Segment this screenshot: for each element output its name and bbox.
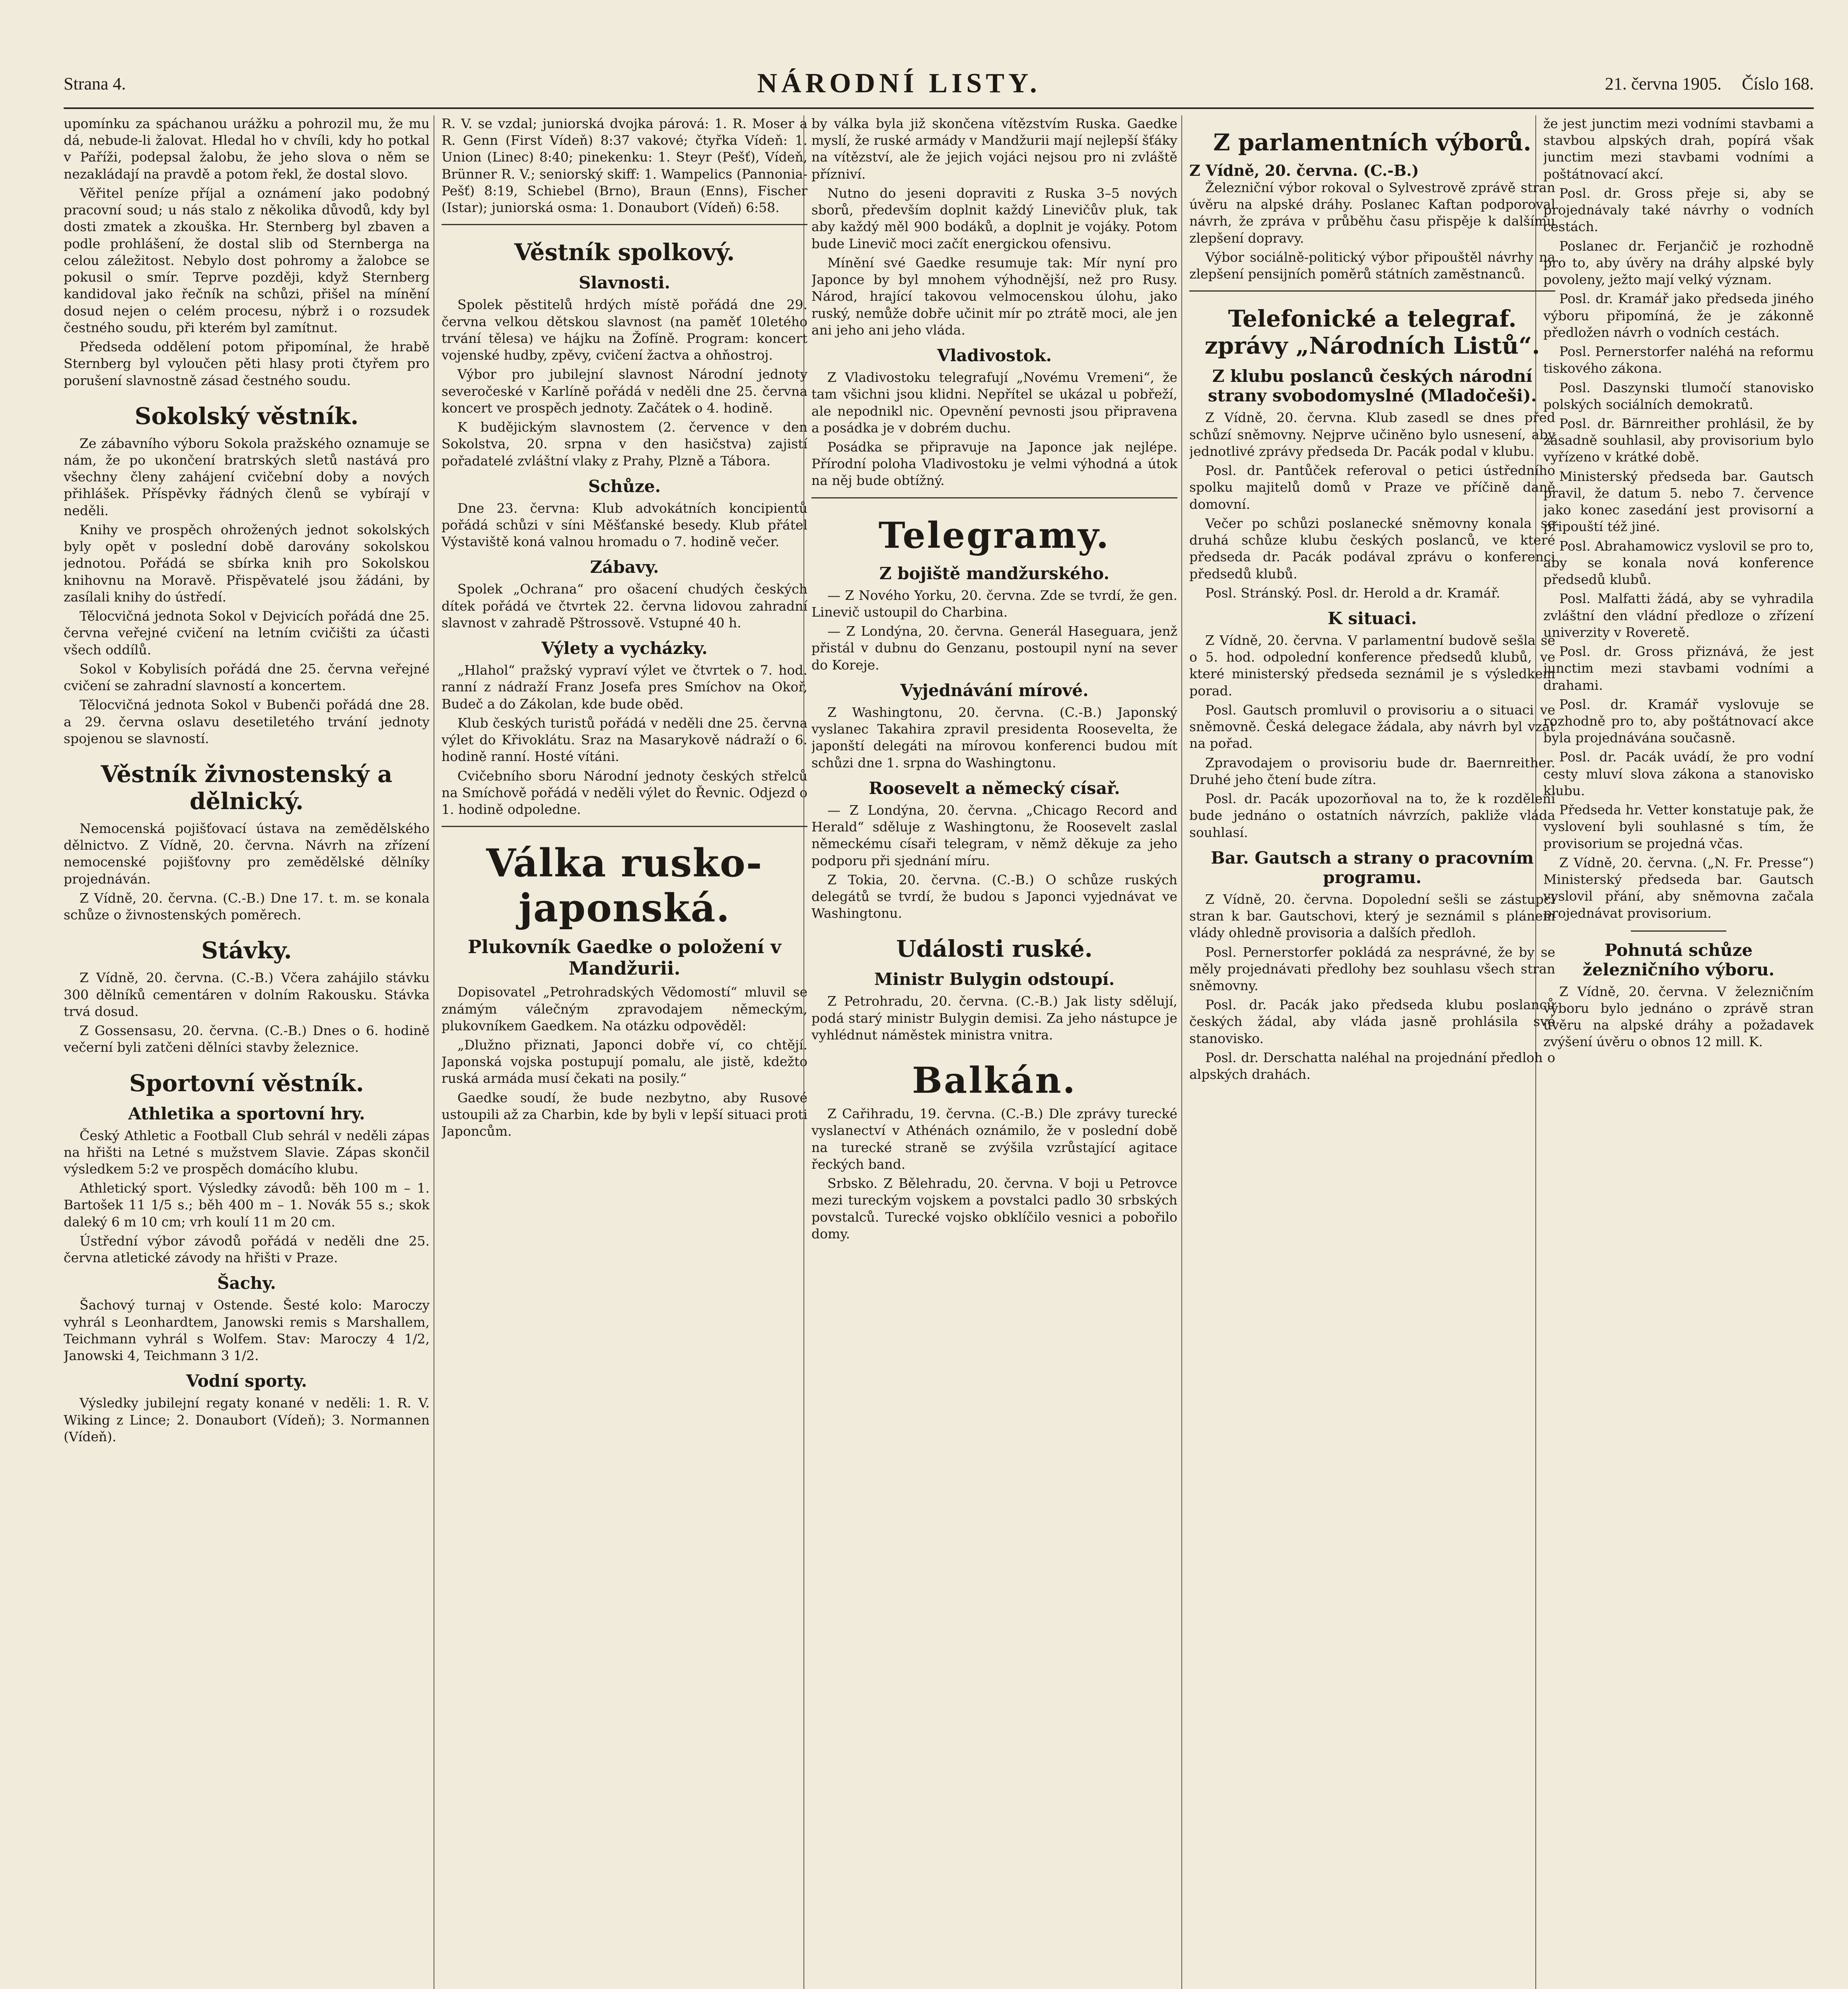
article-paragraph: Posl. Daszynski tlumočí stanovisko polských sociálních demokratů. (1543, 380, 1814, 412)
article-paragraph: Z Vídně, 20. června. V železničním výboru bylo jednáno o zprávě stran úvěru na alpské dráhy a požadavek zvýšení úvěru o obnos 12 mill. K. (1543, 983, 1814, 1050)
article-paragraph: Posl. Abrahamowicz vyslovil se pro to, aby se konala nová konference předsedů klubů. (1543, 538, 1814, 588)
article-paragraph: Věřitel peníze příjal a oznámení jako podobný pracovní soud; u nás stalo z několika důvodů, kdy byl dosti zmatek a zkouška. Hr. Sternberg byl zbaven a podle prohlášení, že dostal slib od Sternberga na celou záležitost. Nebylo dost pohromy a žalobce se pokusil o smír. Teprve později, když Sternberg kandidoval jako řečník na schůzi, přišel na mínění dosud nejen o celém procesu, nýbrž i o rozsudek čestného soudu, při kterém byl zamítnut. (64, 185, 430, 335)
article-paragraph: — Z Nového Yorku, 20. června. Zde se tvrdí, že gen. Linevič ustoupil do Charbina. (811, 587, 1177, 620)
article-paragraph: Dne 23. června: Klub advokátních koncipientů pořádá schůzi v síni Měšťanské besedy. Klub přátel Výstaviště koná valnou hromadu o 7. hodině večer. (442, 500, 807, 550)
subsection-title: Pohnutá schůze železničního výboru. (1582, 940, 1775, 979)
article-paragraph: Knihy ve prospěch ohrožených jednot sokolských byly opět v poslední době darovány sokolskou jednotou. Pořádá se sbírka knih pro Sokolskou knihovnu na Moravě. Přispěvatelé jsou žádáni, by zasílali knihy do ústředí. (64, 522, 430, 605)
article-paragraph: „Hlahol“ pražský vypraví výlet ve čtvrtek o 7. hod. ranní z nádraží Franz Josefa pres Smíchov na Okoř, Budeč a do Zákolan, kde bude oběd. (442, 662, 807, 712)
article-paragraph: Z Vídně, 20. června. (C.-B.) Dne 17. t. m. se konala schůze o živnostenských poměrech. (64, 890, 430, 923)
article-paragraph: — Z Londýna, 20. června. „Chicago Record and Herald“ sděluje z Washingtonu, že Roosevelt zaslal německému císaři telegram, v němž děkuje za jeho podporu při sjednání míru. (811, 802, 1177, 868)
subsection-title: Zábavy. (590, 557, 659, 577)
article-paragraph: K budějickým slavnostem (2. července v den Sokolstva, 20. srpna v den hasičstva) zajistí pořadatelé zvláštní vlaky z Prahy, Plzně a Tábora. (442, 419, 807, 469)
article-paragraph: Z Petrohradu, 20. června. (C.-B.) Jak listy sdělují, podá starý ministr Bulygin demisi. Za jeho nástupce je vyhlédnut náměstek ministra vnitra. (811, 993, 1177, 1043)
article-paragraph: upomínku za spáchanou urážku a pohrozil mu, že mu dá, nebude-li žalovat. Hledal ho v chvíli, kdy ho potkal v Paříži, podepsal žalobu, že jeho slova o něm se nezakládají na pravdě a potom řekl, že dostal slovo. (64, 116, 430, 182)
article-paragraph: Posl. Stránský. Posl. dr. Herold a dr. Kramář. (1205, 585, 1500, 601)
article-paragraph: Výbor pro jubilejní slavnost Národní jednoty severočeské v Karlíně pořádá v neděli dne 25. června koncert ve prospěch jednoty. Začátek o 4. hodině. (442, 366, 807, 416)
column-2 (442, 115, 807, 1989)
subsection-title-chess: Šachy. (217, 1273, 276, 1293)
article-paragraph: Tělocvičná jednota Sokol v Bubenči pořádá dne 28. a 29. června oslavu desetiletého trvání jednoty spojenou se slavností. (64, 697, 430, 746)
article-paragraph: Ústřední výbor závodů pořádá v neděli dne 25. června atletické závody na hřišti v Praze. (64, 1233, 430, 1266)
section-title-balkan: Balkán. (912, 1059, 1077, 1102)
article-paragraph: — Z Londýna, 20. června. Generál Haseguara, jenž přistál v dubnu do Genzanu, postoupil nyní na sever do Koreje. (811, 623, 1177, 673)
section-rule (442, 224, 807, 225)
article-paragraph: Posl. dr. Pantůček referoval o petici ústředního spolku majitelů domů v Praze ve příčině daně domovní. (1189, 463, 1555, 512)
article-paragraph: Večer po schůzi poslanecké sněmovny konala se druhá schůze klubu českých poslanců, ve které předseda dr. Pacák podával zprávu o konferenci předsedů klubů. (1189, 515, 1555, 582)
article-paragraph: Z Vídně, 20. června. Dopolední sešli se zástupci stran k bar. Gautschovi, který je seznámil s plánem vlády ohledně provisoria a dalších předloh. (1189, 891, 1555, 941)
article-paragraph: Mínění své Gaedke resumuje tak: Mír nyní pro Japonce by byl mnohem výhodnější, než pro Rusy. Národ, hrající takovou velmocenskou úlohu, jako ruský, nemůže dobře učinit mír po ztrátě moci, ale jen ani jeho ani jeho vláda. (811, 255, 1177, 338)
article-paragraph: Posl. dr. Pacák upozorňoval na to, že k rozdělení bude jednáno o ostatních návrzích, pakliže vláda souhlasí. (1189, 791, 1555, 840)
section-title-strikes: Stávky. (201, 937, 292, 964)
article-paragraph: Výbor sociálně-politický výbor připouštěl návrhy na zlepšení pensijních poměrů státních zaměstnanců. (1189, 249, 1555, 282)
column-3 (811, 115, 1177, 1989)
article-paragraph: Z Washingtonu, 20. června. (C.-B.) Japonský vyslanec Takahira zpravil presidenta Roosevelta, že japonští delegáti na mírovou konferenci budou mít schůzi dne 1. srpna do Washingtonu. (811, 704, 1177, 771)
article-paragraph: Klub českých turistů pořádá v neděli dne 25. června výlet do Křivoklátu. Sraz na Masarykově nádraží o 6. hodině ranní. Hosté vítáni. (442, 715, 807, 765)
subsection-title: Schůze. (588, 476, 661, 496)
article-paragraph: Z Gossensasu, 20. června. (C.-B.) Dnes o 6. hodině večerní byli zatčeni dělníci stavby železnice. (64, 1023, 430, 1055)
article-paragraph: Posl. dr. Derschatta naléhal na projednání předloh o alpských drahách. (1189, 1049, 1555, 1082)
article-paragraph: Z Vídně, 20. června. Klub zasedl se dnes před schůzí sněmovny. Nejprve učiněno bylo usnesení, aby jednotlivé zprávy předseda Dr. Pacák podal v klubu. (1189, 410, 1555, 459)
article-paragraph: Posádka se připravuje na Japonce jak nejlépe. Přírodní poloha Vladivostoku je velmi výhodná a útok na něj bude obtížný. (811, 439, 1177, 488)
article-paragraph: by válka byla již skončena vítězstvím Ruska. Gaedke myslí, že ruské armády v Mandžurii mají nejlepší šťáky na vítězství, ale že jejich vojáci nejsou pro ni zvláště přízniví. (811, 116, 1177, 182)
article-paragraph: Gaedke soudí, že bude nezbytno, aby Rusové ustoupili až za Charbin, kde by byli v lepší situaci proti Japoncům. (442, 1090, 807, 1139)
page-number: Strana 4. (64, 74, 126, 93)
column-1 (64, 115, 430, 1989)
section-rule (1631, 930, 1726, 932)
section-title-sport: Sportovní věstník. (129, 1069, 364, 1097)
article-paragraph: Český Athletic a Football Club sehrál v neděli zápas na hřišti na Letné s mužstvem Slavie. Zápas skončil výsledkem 5:2 ve prospěch domácího klubu. (64, 1127, 430, 1177)
dateline: Z Vídně, 20. června. (C.-B.) (1189, 162, 1419, 179)
article-paragraph: Posl. dr. Gross přeje si, aby se projednávaly také návrhy o vodních cestách. (1543, 185, 1814, 235)
article-paragraph: Zpravodajem o provisoriu bude dr. Baernreither. Druhé jeho čtení bude zítra. (1189, 755, 1555, 787)
article-paragraph: „Dlužno přiznati, Japonci dobře ví, co chtějí. Japonská vojska postupují pomalu, ale jistě, kdežto ruská armáda musí čekati na posily.“ (442, 1037, 807, 1086)
article-paragraph: Dopisovatel „Petrohradských Vědomostí“ mluvil se známým válečným zpravodajem německým, plukovníkem Gaedkem. Na otázku odpověděl: (442, 984, 807, 1033)
section-title-parliament: Z parlamentních výborů. (1213, 129, 1531, 156)
issue-info (1456, 74, 1814, 94)
article-paragraph: Srbsko. Z Bělehradu, 20. června. V boji u Petrovce mezi tureckým vojskem a povstalci padlo 30 srbských povstalců. Turecké vojsko obklíčilo vesnici a pobořilo domy. (811, 1175, 1177, 1242)
subsection-title: Ministr Bulygin odstoupí. (874, 969, 1115, 989)
section-title-telephone: Telefonické a telegraf. zprávy „Národních Listů“. (1204, 305, 1540, 360)
article-paragraph: Předseda oddělení potom připomínal, že hrabě Sternberg byl vyloučen pěti hlasy proti čtyřem pro porušení slavnostně zásad čestného soudu. (64, 339, 430, 388)
article-paragraph: Šachový turnaj v Ostende. Šesté kolo: Maroczy vyhrál s Leonhardtem, Janowski remis s Marshallem, Teichmann vyhrál s Wolfem. Stav: Maroczy 4 1/2, Janowski 4, Teichmann 3 1/2. (64, 1297, 430, 1364)
column-divider (1181, 115, 1182, 1989)
newspaper-title: NÁRODNÍ LISTY. (757, 68, 1041, 99)
subsection-title: Vladivostok. (937, 346, 1052, 366)
article-paragraph: Nutno do jeseni dopraviti z Ruska 3–5 nových sborů, především doplnit každý Linevičův pluk, tak aby každý měl 900 bodáků, a doplnit je vojáky. Potom bude Linevič moci začít energickou ofensivu. (811, 185, 1177, 251)
article-paragraph: Nemocenská pojišťovací ústava na zemědělského dělnictvo. Z Vídně, 20. června. Návrh na zřízení nemocenské pojišťovny pro zemědělské dělníky projednáván. (64, 820, 430, 887)
article-paragraph: Ze zábavního výboru Sokola pražského oznamuje se nám, že po ukončení bratrských sletů nastává pro všechny členy zahájení cvičební doby a nových přihlášek. Příspěvky řádných členů se vybírají v neděli. (64, 435, 430, 518)
article-headline: Plukovník Gaedke o položení v Mandžurii. (467, 936, 782, 979)
issue-date: 21. června 1905. (1605, 74, 1722, 93)
section-title-telegrams: Telegramy. (878, 514, 1111, 557)
article-paragraph: Z Vídně, 20. června. („N. Fr. Presse“) Ministerský předseda bar. Gautsch vyslovil přání, aby sněmovna začala projednávat provisorium. (1543, 854, 1814, 921)
section-title-associations: Věstník spolkový. (514, 239, 735, 266)
subsection-title: Z bojiště mandžurského. (879, 563, 1110, 583)
article-paragraph: Z Vladivostoku telegrafují „Novému Vremeni“, že tam všichni jsou klidni. Nepřítel se ukázal u pobřeží, ale nepodnikl nic. Opevnění pevnosti jsou připravena a posádka je v dobrém duchu. (811, 370, 1177, 436)
article-paragraph: Poslanec dr. Ferjančič je rozhodně pro to, aby úvěry na dráhy alpské byly povoleny, ježto mají velký význam. (1543, 238, 1814, 288)
article-paragraph: že jest junctim mezi vodními stavbami a stavbou alpských drah, popírá však junctim mezi stavbami vodními a poštátnovací akcí. (1543, 116, 1814, 182)
section-title-russian: Události ruské. (896, 935, 1093, 963)
column-5 (1543, 115, 1814, 1989)
subsection-title-water: Vodní sporty. (186, 1371, 307, 1391)
article-paragraph: R. V. se vzdal; juniorská dvojka párová: 1. R. Moser a R. Genn (First Vídeň) 8:37 vakové; čtyřka Vídeň: 1. Union (Linec) 8:40; pinekenku: 1. Steyr (Pešť), Vídeň, Brünner R. V.; seniorský skiff: 1. Wampelics (Pannonia-Pešť) 8:19, Schiebel (Brno), Braun (Enns), Fischer (Istar); juniorská osma: 1. Donaubort (Vídeň) 6:58. (442, 116, 807, 216)
masthead (64, 60, 1814, 109)
article-paragraph: Posl. Malfatti žádá, aby se vyhradila zvláštní den vládní předloze o zřízení univerzity v Roveretě. (1543, 591, 1814, 640)
article-paragraph: Z Vídně, 20. června. V parlamentní budově sešla se o 5. hod. odpolední konference předsedů klubů, ve které ministerský předseda seznámil je s výsledkem porad. (1189, 632, 1555, 699)
subsection-title: Athletika a sportovní hry. (128, 1103, 365, 1123)
article-paragraph: Z Tokia, 20. června. (C.-B.) O schůze ruských delegátů se tvrdí, že budou s Japonci vyjednávat ve Washingtonu. (811, 872, 1177, 921)
subsection-title: Bar. Gautsch a strany o pracovním programu. (1211, 848, 1534, 887)
article-paragraph: Z Cařihradu, 19. června. (C.-B.) Dle zprávy turecké vyslanectví v Athénách oznámilo, že v poslední době na turecké straně se zvýšila vzrůstající agitace řeckých band. (811, 1106, 1177, 1172)
article-paragraph: Posl. dr. Gross přiznává, že jest junctim mezi stavbami vodními a drahami. (1543, 644, 1814, 693)
article-paragraph: Z Vídně, 20. června. (C.-B.) Včera zahájilo stávku 300 dělníků cementáren v dolním Rakousku. Stávka trvá dosud. (64, 970, 430, 1019)
article-paragraph: Posl. Pernerstorfer pokládá za nesprávné, že by se měly projednávati předlohy bez souhlasu všech stran sněmovny. (1189, 944, 1555, 993)
column-4 (1189, 115, 1555, 1989)
article-paragraph: Sokol v Kobylisích pořádá dne 25. června veřejné cvičení se zahradní slavností a koncertem. (64, 661, 430, 694)
section-title-trade: Věstník živnostenský a dělnický. (101, 760, 393, 815)
section-rule (1189, 290, 1555, 292)
article-paragraph: Athletický sport. Výsledky závodů: běh 100 m – 1. Bartošek 11 1/5 s.; běh 400 m – 1. Novák 55 s.; skok daleký 6 m 10 cm; vrh koulí 11 m 20 cm. (64, 1180, 430, 1230)
article-paragraph: Posl. dr. Pacák uvádí, že pro vodní cesty mluví slova zákona a stanovisko klubu. (1543, 749, 1814, 798)
article-paragraph: Tělocvičná jednota Sokol v Dejvicích pořádá dne 25. června veřejné cvičení na letním cvičišti za účasti všech oddílů. (64, 608, 430, 658)
article-paragraph: Posl. Gautsch promluvil o provisoriu a o situaci ve sněmovně. Česká delegace žádala, aby návrh byl vzat na pořad. (1189, 702, 1555, 751)
article-paragraph: Spolek pěstitelů hrdých místě pořádá dne 29. června velkou dětskou slavnost (na paměť 10letého trvání tělesa) ve hájku na Žofíně. Program: koncert vojenské hudby, zpěvy, cvičení žactva a ohňostroj. (442, 297, 807, 363)
article-paragraph: Posl. dr. Kramář jako předseda jiného výboru připomíná, že je zákonně předložen návrh o vodních cestách. (1543, 291, 1814, 340)
article-paragraph: Posl. dr. Bärnreither prohlásil, že by zásadně souhlasil, aby provisorium bylo vyřízeno v krátké době. (1543, 415, 1814, 465)
article-paragraph: Posl. dr. Kramář vyslovuje se rozhodně pro to, aby poštátnovací akce byla projednávána současně. (1543, 696, 1814, 746)
section-rule (442, 826, 807, 827)
subsection-title: Slavnosti. (578, 273, 671, 293)
subsection-title: Vyjednávání mírové. (900, 680, 1089, 700)
subsection-title: Roosevelt a německý císař. (869, 778, 1120, 798)
subsection-title: K situaci. (1327, 608, 1417, 628)
issue-number: Číslo 168. (1742, 74, 1814, 93)
section-title-war: Válka rusko-japonská. (486, 841, 763, 931)
article-paragraph: Výsledky jubilejní regaty konané v neděli: 1. R. V. Wiking z Lince; 2. Donaubort (Vídeň); 3. Normannen (Vídeň). (64, 1395, 430, 1444)
section-rule (811, 497, 1177, 498)
article-paragraph: Posl. Pernerstorfer naléhá na reformu tiskového zákona. (1543, 344, 1814, 376)
article-paragraph: Spolek „Ochrana“ pro ošacení chudých českých dítek pořádá ve čtvrtek 22. června lidovou zahradní slavnost v zahradě Pštrossově. Vstupné 40 h. (442, 581, 807, 631)
article-paragraph: Ministerský předseda bar. Gautsch pravil, že datum 5. nebo 7. července jako konec zasedání jest provisorní a připouští též jiné. (1543, 468, 1814, 535)
subsection-title: Výlety a vycházky. (541, 638, 708, 658)
article-paragraph: Cvičebního sboru Národní jednoty českých střelců na Smíchově pořádá v neděli výlet do Řevnic. Odjezd o 1. hodině odpoledne. (442, 768, 807, 817)
article-paragraph: Posl. dr. Pacák jako předseda klubu poslanců českých žádal, aby vláda jasně prohlásila své stanovisko. (1189, 997, 1555, 1046)
subsection-title: Z klubu poslanců českých národní strany svobodomyslné (Mladočeši). (1208, 366, 1537, 406)
article-paragraph: Železniční výbor rokoval o Sylvestrově zprávě stran úvěru na alpské dráhy. Poslanec Kaftan podporoval návrh, že zpráva v průběhu času přispěje k dalšímu zlepšení dopravy. (1189, 180, 1555, 246)
section-title-sokol: Sokolský věstník. (134, 402, 359, 430)
article-paragraph: Předseda hr. Vetter konstatuje pak, že vyslovení byli souhlasné s tím, že provisorium se projedná včas. (1543, 802, 1814, 851)
